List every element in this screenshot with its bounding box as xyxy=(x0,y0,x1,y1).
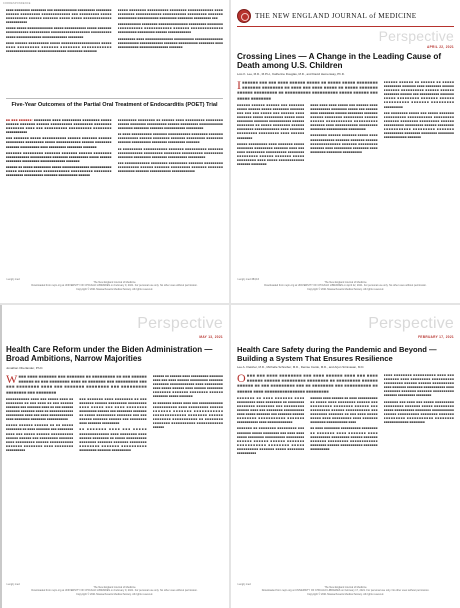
journal-ref: n engl j med xyxy=(237,583,251,586)
side-column: ■■■■■■ ■■ ■■■■■■ ■■■■ ■■■■■■■■■ ■■■■■■■ ■■■■ ■■■ ■■■■ ■■■■■■ ■■■■■■■■■ ■■■■■■■ ■■■■■■■■ ■■■■■■■■■■■■ ■■■■ ■■■■■■■■■ ■■■■ ■■■■■ ■■■■■■ ■■■■ ■■■■■■ ■■■■■■■■ ■■■■■■■■ ■■■■■■■ ■■■■■■■■ ■■■■■■ ■■■■■■■■ ■■■■■ ■■■■■■■ ■■ ■■■■■■■ ■■■■■ ■■■■ ■■■ ■■■■■■■■■■■■ ■■■■■■■■■■■ ■■■■ ■■■■■■■■■ ■■■■■■ ■■■■■■■ ■■■■■■■ ■■■■■■■■■■■ ■■■■■■■■■■■■■■ ■■■■■■■■ ■■■■■■ ■■■■■■■■ ■■■■■■■■■■■ ■■ ■■■■■■■■ ■■■■■■■■ ■■■■■■■■■■■ ■■■■■■■■■■■■ ■■■■■■ xyxy=(152,374,223,430)
side-column: ■■■■■■ ■■■■■■ ■■ ■■■■■■ ■■ ■■■■■ ■■■■■■■■■ ■■■■■■■ ■■■■ ■■■■■■■■ ■■■■■■ ■■■■■■■ ■■■■■■■■■■ ■■■■■■ ■■■■■■ ■■■■■■■■ ■■■■■■ ■■■ ■■■■■■■■■■ ■■■■■■■ ■■■■■ ■■■■■■■■■ ■■■■■■■ ■■■■■■ ■■■■■■■■■■ ■■■■■■■ ■■■■■■■■■ ■■■■■■■■■■ ■■■ ■■■■■■■■ ■■■■■ ■■■ ■■■■■ ■■■■■■■ ■■■■■■■■■■ ■■■■■■■■■■■ ■■■■■■■■■ ■■■■■■■ ■■■■■■■■ ■■■■■■■■■ ■■■■■■ ■■■■■■■■■■ ■■■■■■■■■ ■■■■■■ ■■■■■■■■ ■■■■■■■■■■■ ■■■■■■■■■ ■■■■■■■ ■■■■■■■■■■ ■■■■■■■■ ■■■■■■■■ ■■■■■■■■ ■■■■■■■■■■■■ ■■■■■■■ xyxy=(383,80,454,140)
page-correspondence xyxy=(0,0,229,303)
journal-name: The New England Journal of Medicine xyxy=(93,281,136,285)
drop-cap: O xyxy=(237,373,246,385)
perspective-label: Perspective xyxy=(368,315,454,332)
drop-cap: I xyxy=(237,80,241,92)
article-body xyxy=(237,373,454,574)
article-title: Crossing Lines — A Change in the Leading Cause of Death among U.S. Children xyxy=(237,52,442,71)
drop-cap: W xyxy=(6,374,18,386)
page-health-care-safety xyxy=(231,305,460,608)
page-footer xyxy=(237,583,454,596)
journal-name: The New England Journal of Medicine xyxy=(93,586,136,590)
edge-stripe xyxy=(0,305,2,608)
article-title: Five-Year Outcomes of the Partial Oral Treatment of Endocarditis (POET) Trial xyxy=(11,102,218,108)
perspective-label: Perspective xyxy=(137,315,223,332)
article-title: Health Care Safety during the Pandemic and Beyond — Building a System That Ensures Resilience xyxy=(237,345,437,363)
side-column: ■■■■ ■■■■■■■■ ■■■■■■■■■■ ■■■■ ■■■ ■■■■■■■ ■■■■ ■■■■■■■■■ ■■■■■■■■■■ ■■■■■■■■■ ■■■■■■ ■■■■■■ ■■■■■■■■■■ ■■■■ ■■■■■■■ ■■■■■■■■ ■■■■■■■■■■■ ■■■■ ■■■■■■■■ ■■■■■■■ ■■■■■■■ ■■■■■■■■■■ ■■■■■■■ ■■■■■■■■■ ■■■■■■■■ ■■■■■■■ ■■■ ■■■■ ■■■ ■■■■■ ■■■■■■■■■ ■■■■■■■■■ ■■■■■■■ ■■■■■ ■■■■■■■■■ ■■■■■ ■■■■■■■■■■ ■■■■■■■■ ■■■■■■■■■■■ ■■■■■■ ■■■■■■■■■■ ■■■■■■■■ ■■■■■■■ ■■■■■■■■■ ■■■■■■■■■■■ ■■■■■■■■ ■■■■■■■■■■■■■ ■■■■■■■■ xyxy=(383,373,454,425)
article-title: Health Care Reform under the Biden Administration — Broad Ambitions, Narrow Majorities xyxy=(6,345,213,364)
section-rule xyxy=(6,98,223,99)
copyright-notice: Copyright © 2021 Massachusetts Medical Society. All rights reserved. xyxy=(76,287,153,291)
lead-column: O ■■■ ■■■ ■■■■ ■■■■■■■■ ■■■ ■■■■ ■■■■■■ ■■■■ ■■■ ■■■■ ■■■■■■ ■■■■■■ ■■■■■■■■■ ■■■■■■■■ ■■ ■■■■■■■■■ ■■■■■■ ■■■■■■ ■■ ■■■ ■■■■■■■■■ ■■■ ■■ ■■■■■■■■ ■■■ ■■■■■■■■■■ ■■ ■■■■■■ ■■■■ ■■■■■■■■■■■■■■■■ ■■■■■■■■■ ■■■■■■■ ■■ ■■■■ ■■■■■■■ ■■■■ ■■■■■■■■■ ■■■■ ■■■■■■■■ ■■ ■■■■■■■■ ■■■■■■■■ ■■■■■■■■ ■■■ ■■■■■■■■■ ■■■■■■ ■■■■ ■■■ ■■■■■■■■ ■■■■■■■■■■ ■■■■ ■■■■■ ■■■■■■■ ■■■ ■■■■■■■ ■■■■■■ ■■■■■■■■ ■■■■■■■■■■■ ■■■■■■■ ■■■■■■■■■■■ ■■■■ ■■■■■■■■■■■■■ ■■■■■■■ ■■ ■■■■■■■■ ■■■■■■■■■ ■■■ ■■■■■■■ ■■■■■ ■■■■■■■■ ■■■ ■■■■ ■■■■ ■■■■■ ■■■■■■■■ ■■■■■■■■■■ ■■■■■■■■■ ■■■■■■ ■■■■■■ ■■■■■■ ■■■■■■■ ■■■■■■■■■■■ ■■■■■■■■ ■■■■■ ■■■■■■■■■■ ■■■■■■■ ■■■■■ ■■■■■■■■ ■■■■■■■■■■ ■■■■■■ ■■■■ ■■■■■■ ■■ ■■■■ ■■■■■■■■■■ ■■ ■■■■■ ■■■■ ■■■■■■■■ ■■■■■■ ■■■ ■■■■■■■■■ ■■■■■■■■ ■■■■■■ ■■■ ■■■■■■■■■ ■■■■■■ ■■■■■■■■■■■ ■■■ ■■■■■■■■ ■■■■■■■ ■■ ■■■ ■■■■ ■■■■■ ■■■■■ ■■■■ ■■■■■■■■■ ■■■■ ■■■■■■■ ■■■■■■■■ ■■■■■■■■■■■ ■■■■ ■■ ■■■■ ■■■■■■■■ ■■■■■■■■■■ ■■■■■■■■ ■■ ■■■■■■■ ■■■■ ■■■■■■■ ■■■■ ■■■■■■■■■■ ■■■■■■■■■ ■■■■■■ ■■■■■■■ ■■■■■■■ ■■■■■■■■■ ■■■■■■■■■■■■ ■■■■■■■■ ■■■■■■ ■■■■■■■■■■■ ■■■■■■■ ■■■■■■■■■■ xyxy=(237,373,378,456)
lead-column: I ■■■■■■ ■■■ ■■■ ■■■■ ■■■■■■ ■■■■■ ■■ ■■■■■ ■■■■■ ■■■■■■■■ ■■■■■■■ ■■■■■■■■ ■■ ■■■■ ■■■ ■■■■ ■■■■■ ■■ ■■■■■ ■■■■■■■ ■■■■■■ ■■■■■■■■■ ■■ ■■■■■■■■■■ ■■■■■■■■■■ ■■■■■ ■■■■■■ ■■■ ■■■■■ ■■■■■■■■ ■■■■■■ ■■■■■■ ■■■■■■ ■■■ ■■■■■■■ ■■■■■ ■■■■■■ ■■■■■ ■■■■■■■■ ■■■■■■■ ■■■ ■■■ ■■■ ■■■■■ ■■■ ■■■■■■ ■■■■ ■■■■■■■ ■■■■■ ■■■■■■■■■ ■■■■■ ■■■■ ■■■■■■■■ ■■■■■■■ ■■■■■■■■■■■ ■■■■■■ ■■■■■■■■ ■■ ■■■■■ ■■■■■■■■ ■■■■■■ ■■■■■■■■ ■■■■■■■■■■■■ ■■■■ ■■■■■■■ ■■■■■■■■■ ■■■■■■■■■ ■■■■ ■■■■■■ ■■■■■■■■ ■■■■■ ■■■■■■■■■ ■■■■ ■■■■■■■ ■■■■■ ■■■■■■■■ ■■■■■■■■■ ■■■■■■■ ■■■■ ■■■ ■■■■ ■■■■■■■■■ ■■■■■■■■■■ ■■■■■■■■ ■■■■■■■■■ ■■■■■■ ■■■■■■■ ■■■■■ ■■■■■■■■■ ■■■■ ■■■■■ ■■■■■■■■■■■■ ■■■■■■■ ■■■■■■■■ ■■■■ ■■■■ ■■■■ ■■■■■ ■■■ ■■■■■■ ■■■■ ■■■■■■■■■■ ■■■■■■■■ ■■■■■ ■■■ ■■■■■■ ■■■■ ■■■■■■■■ ■■■■■■ ■■■■■■■■ ■■■■■■■ ■■■■■■ ■■■■■■■■ ■■■■■■■■■ ■■■■■■ ■■■■■■ ■■■■■■■■■■■ ■■■■■■■■■■ ■■■■■■■ ■■■■ ■■■■■■■■■■■ ■■■■■■■■■ ■■■■■■■■ ■■■■■■■■■■■ ■■■■■■■■■ ■■■■■■■■ ■■■■■■ ■■■■■■■ ■■■■■ ■■■■ ■■■■■■■■■■■■ ■■■■■■■ ■■■■■■■ ■■■■■■ ■■■■■■■■■■■■■■ ■■■■■■■ ■■■■■■■■■ ■■■■■■■ ■■■■ ■■■■■■■■■ ■■■■■■■■ ■■■■ ■■■■■■■■ ■■■■■■■■ ■■■■■■■■■■ xyxy=(237,80,378,167)
page-footer xyxy=(6,278,223,291)
article-authors: Lee A. Fleisher, M.D., Michelle Schreiber, M.D., Denise Cardo, M.D., and Arjun Srinivasan, M.D. xyxy=(237,365,365,369)
body-column-1: ■■ ■■■ ■■■■■■: ■■■■■■■■ ■■■■ ■■■■■■■■■ ■■■■■■■■ ■■■■■ ■■■■■■ ■■■■■■■ ■■■■■■ ■■■■■■■■■■ ■■■■■■■■■ ■■■■■■■■ ■■■■■■■■ ■■■■ ■■■ ■■■■■■■■■■ ■■■■■■■■■■ ■■■■■■■■ ■■■■■■■■■■■ ■■■ ■■■■■■■ ■■■■■ ■■■■■■■■■■■ ■■■■■■ ■■■■■■■ ■■■■■■ ■■■■■■■■■ ■■■■■■■■■ ■■■■■ ■■■■■■■■■■■■ ■■■■■■ ■■■■■■■■ ■■■■■■■ ■■■■■■■■■■ ■■■■ ■■■■■■■■■ ■■■■■■■■ ■■■■■■■ ■■■■■■■ ■■■■■■■■■ ■■■■■■■ ■■■■■■■ ■■■■■■ ■■■■■■■■ ■■■■■■■■■■■■ ■■■■■■■■■■■ ■■■■■■■■ ■■■■■■■■■■ ■■■■■ ■■■■■■ ■■■■■■■■ ■■■■■■■■■ ■■■■■■■■■■■■■ ■■■■■■■ ■■■■■■ ■■ ■■■■■ ■■■■■■■■■ ■■■■■ ■■■■■■■■■■■■■■ ■■■■■■■■■■■ ■■■■■ ■■■■■■■■■■■ ■■■■■■■■■■■■ ■■■■■■■■■■ ■■■■■■■■ ■■■■■■■■■ ■■■■■■■■■■ ■■■■■■■ ■■■■■■■■■■ ■■■■■■ xyxy=(6,118,112,178)
journal-name: The New England Journal of Medicine xyxy=(324,281,367,285)
download-notice: Downloaded from nejm.org at UNIVERSITY OF CHICAGO LIBRARIES on February 9, 2021. For personal use only. No other uses without permission. xyxy=(31,589,198,593)
publication-date: APRIL 22, 2021 xyxy=(427,45,454,49)
right-reference-column: ■■■■■ ■■■■■■■■ ■■■■■■■■■■ ■■■■■■■■ ■■■■■■■■■■■■ ■■■■ ■■■■■■■■ ■■■■■■■■■■■■ ■■■■■■■■■■■ ■■■■■■■■■ ■■■■■■■ ■■■■■■■■■■ ■■■■■■■■■■■ ■■■■■■■■■ ■■■■■■■■ ■■■■■■■■■ ■■■ ■■■■■■■■■■■■ ■■■■■■■■ ■■■■■■■■■■■■■■■ ■■■■■■■■■ ■■■■■■■■ ■■■■■■■■■■■ ■■■■■■■■■■■■ ■■■■■■■ ■■■■■■■■■■■■■■ ■■■■■■■■■■ ■■■■■■■■■ ■■■■■■ ■■■■■■■■■■■■ ■■■■■■■■■ ■■■■ ■■■■■■■■■■■■■■ ■■■■■■■■■■ ■■■■■■■■■■■■■■ ■■■■■■■■■■■ ■■■■■■■■■■■■ ■■■■■■■ ■■■■■■■■■■ ■■■■■■■■ ■■■■ ■■■■■■■■■■■ ■■■■■■■■■■■■■■■ ■■■■■■■ xyxy=(117,8,223,49)
article-authors: Jonathan Oberlander, Ph.D. xyxy=(6,366,44,370)
lead-column: W ■■■ ■■■■ ■■■■■■■ ■■■ ■■■■■■■ ■■ ■■■■■■■■■ ■■ ■■■ ■■■■■■ ■■■■■■ ■■ ■■■ ■■■■■■■■ ■■■■ ■■ ■■■■■■■ ■■■ ■■■■■■■■■ ■■■ ■■■ ■■■■■■■■ ■■■■ ■■■ ■■■■■■■ ■■■■■■■■ ■■■ ■■■■■■■■■ ■■■■■■■■ ■■■ ■■■■■■■■ ■■■■■■■■■■■ ■■■■ ■■■ ■■■■■ ■■■■ ■■ ■■■■■■■■ ■■ ■■■ ■■■■ ■■ ■■■ ■■■■■■ ■■■■■■■ ■■■ ■■■■■■■ ■■■■ ■■ ■■■ ■■■■■■ ■■■■■■■ ■■■■■■■ ■■■■ ■■ ■■■■■■■■■■■■ ■■■■■■■■■ ■■■■ ■■■ ■■■■ ■■■■■■■■■■■■ ■■■■ ■■■■■■■■ ■■■■■■■■ ■■■■■■■■■■■ ■■■■■ ■■■■■■ ■■■■■■ ■■ ■■ ■■■■■ ■■■■■■■■ ■■ ■■■■ ■■■■■■■ ■■■ ■■■■■■■■ ■■■■ ■■■ ■■■■■ ■■■■■■ ■■■■■■■■■■ ■■■■■■ ■■■■■■ ■■■ ■■■■■■■■■ ■■■■■■■ ■■■■ ■■■■■■■■■ ■■■■■■ ■■■■■■■■■■■ ■■■■■■■ ■■■■■■■■ ■■■■ ■■■■■■■■ ■■■■■■■■■■ ■■■ ■■■■■■■ ■■■■ ■■■■■■■■ ■■ ■■■ ■■■■■■■ ■■■■■■ ■■■■■■■■■ ■■■■■■■■■ ■■■■ ■■■■■ ■■■ ■■■■ ■■■■■■■■ ■■■■■■■■■ ■■■■■■ ■■■ ■■■■■■■■ ■■■■■■■ ■■ ■■■■■ ■■■■■■■■■ ■■■■■■■ ■■■ ■■■ ■■■■■■ ■■■■■■■ ■■■■■■ ■■■ ■■■■■■■■ ■■■■ ■■■■■■■ ■■■■■■■■■ ■■ ■■■■■■■ ■■■■ ■■■ ■■■■■ ■■■■■■■■■■■■■■ ■■■■ ■■■■■■■■ ■■■■ ■■■■■■ ■■■■■■■■ ■■ ■■■■■ ■■■■■■■■■■ ■■■■■■■■ ■■■■■■■ ■■■■■■■ ■■■■■■■■ ■■■■■■■■ ■■■■■■■ ■■■■■■■■■■ ■■■■■■■■■ ■■■■■■■ ■■■■■■■■■■ xyxy=(6,374,147,452)
article-body xyxy=(6,374,223,574)
publication-date: FEBRUARY 17, 2021 xyxy=(418,335,454,339)
download-notice: Downloaded from nejm.org at UNIVERSITY OF CHICAGO LIBRARIES on April 22, 2021. For personal use only. No other uses without permission. xyxy=(264,284,427,288)
journal-banner xyxy=(237,7,454,24)
page-health-care-reform xyxy=(0,305,229,608)
article-body xyxy=(237,80,454,266)
masthead-rule xyxy=(237,26,454,27)
article-body xyxy=(6,118,223,273)
publication-date: MAY 13, 2021 xyxy=(199,335,223,339)
page-crossing-lines xyxy=(231,0,460,303)
journal-masthead: THE NEW ENGLAND JOURNAL of MEDICINE xyxy=(255,11,417,20)
body-column-2: ■■■■■■■■■ ■■■■■■■■ ■■ ■■■■■■ ■■■■ ■■■■■■■■■ ■■■■■■■■ ■■■■■■ ■■■■■■■■ ■■■■■■■■■■ ■■■■■■ ■■■■■■■■■ ■■■■■■■■■■■■ ■■■■■■■■ ■■■■■■■■ ■■■■■■■ ■■■■■■■■■■■ ■■■■■■■■■ ■■ ■■■■ ■■■■■■■■■■ ■■■■■■■ ■■■■■■■■■■■ ■■■■■■■■ ■■■■■■■ ■■■■■■■■■■ ■■■■■■ ■■■■■■■■ ■■■■■■■ ■■■■■■■■■ ■■■■■■■■ ■■■■■■■ ■■■■■■■■■■ ■■■■■■■■ ■■■■■■■■■ ■■■■■■■ ■■ ■■■■■■■■■ ■■■■■■■■■■■ ■■■■■■■ ■■■■■■■■■■ ■■■■■■■ ■■■■■■■■■■■■ ■■■■■■■■■ ■■■■■■■■ ■■■■■■■■■■ ■■■■■■■■■ ■■■■■■■■ ■■■■■■■■■ ■■■■■■■■ ■■■■■■■■■■ ■■■■■■■■■ ■■■ ■■■■■■■■■■■■ ■■■■■■■■ ■■■■■■■■■ ■■■■■■■ ■■■■■■■■■ ■■■■■■■■■■ ■■■■■■ ■■■■■■■ ■■■■■■■■■ ■■■■■■■ ■■■■■■■ ■■■■■■■■■ ■■■■■■■ ■■■■■■■■■■■ ■■■■■■■■■■■■ xyxy=(117,118,223,174)
page-footer xyxy=(237,278,454,291)
copyright-notice: Copyright © 2021 Massachusetts Medical Society. All rights reserved. xyxy=(76,592,153,596)
article-authors: Lois K. Lee, M.D., M.P.H., Katherine Douglas, M.D., and David Hemenway, Ph.D. xyxy=(237,72,345,76)
journal-name: The New England Journal of Medicine xyxy=(324,586,367,590)
journal-ref: n engl j med xyxy=(6,278,20,281)
download-notice: Downloaded from nejm.org at UNIVERSITY OF CHICAGO LIBRARIES on February 9, 2021. For personal use only. No other uses without permission. xyxy=(31,284,198,288)
journal-ref: n engl j med 384;16 xyxy=(237,278,259,281)
reference-columns xyxy=(6,8,223,96)
journal-ref: n engl j med xyxy=(6,583,20,586)
journal-seal-icon xyxy=(237,9,251,23)
page-footer xyxy=(6,583,223,596)
download-notice: Downloaded from nejm.org at UNIVERSITY OF CHICAGO LIBRARIES on February 17, 2021. For personal use only. No other uses without permission. xyxy=(261,589,430,593)
section-header: CORRESPONDENCE xyxy=(3,2,31,5)
perspective-label: Perspective xyxy=(378,28,454,44)
copyright-notice: Copyright © 2021 Massachusetts Medical Society. All rights reserved. xyxy=(307,287,384,291)
copyright-notice: Copyright © 2021 Massachusetts Medical Society. All rights reserved. xyxy=(307,592,384,596)
left-reference-column: ■■■■ ■■■■■■■■ ■■■■■■■■ ■■■ ■■■■■■■■■■■■ ■■■■■■■■■ ■■■■■■■■ ■■■■■■ ■■■■■■■■■ ■■■■■■■■■■■■■ ■■■ ■■■■■■■■■ ■■■■■ ■■■■■■■■■■ ■■■■■■ ■■■■■■■ ■■■■■ ■■■■■ ■■■■■■■■■■■■■ ■■■■■■■■■■■ ■■■■■ ■■■■■ ■■■■■■■■■■■■■ ■■■■■ ■■■■■■■■■■■ ■■■■■ ■■■■■■■ ■■■■■■■■■■■ ■■■■■■■■■■ ■■■■■■■■■■■■■■■■■■■ ■■■■■■■■■■ ■■■■■ ■■■■■■■■■■■■■ ■■■■■■■■■■■■■ ■■■■■■■■ ■■■■ ■■■■■■ ■■■■■■■■■■ ■■■■■ ■■■■■■■■■■■■■■■■■■■ ■■■■■ ■■■■ ■■■■■■■■■ ■■■■■■■ ■■■■■■■■ ■■■■■■■■■■■■ ■■■■■■■■■■■■■■■■ ■■■■■■■■■■■■■■■ ■■■■■■■■ ■■■■■■■ xyxy=(6,8,112,53)
